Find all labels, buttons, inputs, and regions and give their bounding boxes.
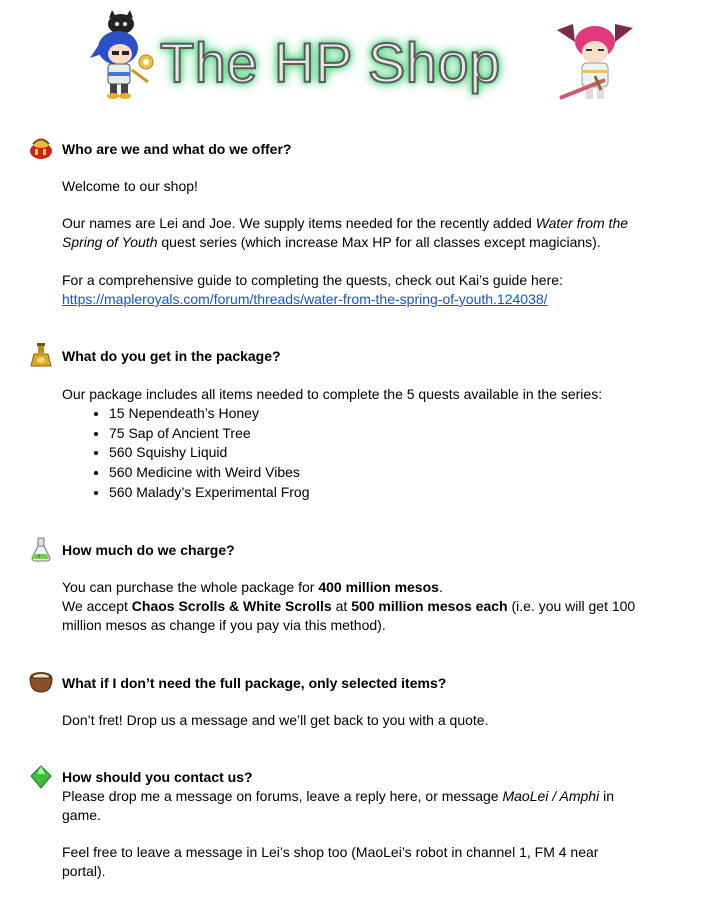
pricing-line-1 (62, 578, 662, 597)
price-intro: You can purchase the whole package for (62, 579, 319, 595)
scroll-intro: We accept (62, 598, 132, 614)
list-item: • 15 Nependeath’s Honey (109, 404, 310, 424)
ign-name: MaoLei / Amphi (502, 788, 600, 804)
page-title: The HP Shop (160, 31, 501, 94)
price-end: . (438, 579, 443, 595)
list-item: • 75 Sap of Ancient Tree (109, 424, 310, 444)
red-apple-basket-icon (28, 135, 54, 161)
contact-text-b: in game. (62, 788, 614, 823)
about-guide (62, 271, 662, 309)
header-banner (0, 0, 705, 115)
list-item: • 560 Medicine with Weird Vibes (109, 463, 310, 483)
contact-text-a: Please drop me a message on forums, leave a reply here, or message (62, 788, 503, 804)
contact-heading: How should you contact us? (62, 769, 253, 785)
shop-text: Feel free to leave a message in Lei’s shop too (MaoLei’s robot in channel 1, FM 4 near portal). (62, 844, 599, 879)
list-item: • 560 Malady’s Experimental Frog (109, 483, 310, 503)
potion-flask-icon (28, 536, 54, 562)
guide-link[interactable]: https://mapleroyals.com/forum/threads/water-from-the-spring-of-youth.124038/ (62, 291, 548, 307)
scroll-at: at (331, 598, 352, 614)
about-heading: Who are we and what do we offer? (62, 141, 292, 157)
list-item: • 560 Squishy Liquid (109, 443, 310, 463)
green-gem-icon (28, 764, 54, 790)
pricing-heading: How much do we charge? (62, 542, 235, 558)
intro-text-1: Our names are Lei and Joe. We supply items needed for the recently added (62, 215, 536, 231)
about-welcome (62, 177, 662, 196)
pricing-text (62, 578, 662, 635)
contact-text (62, 787, 647, 825)
package-price: 400 million mesos (318, 579, 439, 595)
clay-pot-icon (28, 668, 54, 694)
welcome-text: Welcome to our shop! (62, 178, 198, 194)
accepted-scrolls: Chaos Scrolls & White Scrolls (131, 598, 332, 614)
left-character-icon (88, 10, 158, 100)
quest-name: Water from the Spring of Youth (62, 215, 629, 250)
gold-bottle-icon (28, 342, 54, 368)
package-item-list (62, 404, 310, 503)
intro-text-2: quest series (which increase Max HP for all classes except magicians). (157, 234, 601, 250)
guide-text: For a comprehensive guide to completing the quests, check out Kai’s guide here: (62, 272, 563, 288)
package-heading: What do you get in the package? (62, 348, 281, 364)
about-intro (62, 214, 657, 252)
partial-text: Don’t fret! Drop us a message and we’ll get back to you with a quote. (62, 712, 489, 728)
right-character-icon (555, 20, 635, 105)
scroll-note: (i.e. you will get 100 million mesos as change if you pay via this method). (62, 598, 636, 633)
partial-heading: What if I don’t need the full package, only selected items? (62, 675, 447, 691)
pricing-line-2 (62, 597, 662, 635)
package-intro: Our package includes all items needed to complete the 5 quests available in the series: (62, 386, 603, 402)
scroll-price: 500 million mesos each (351, 598, 508, 614)
